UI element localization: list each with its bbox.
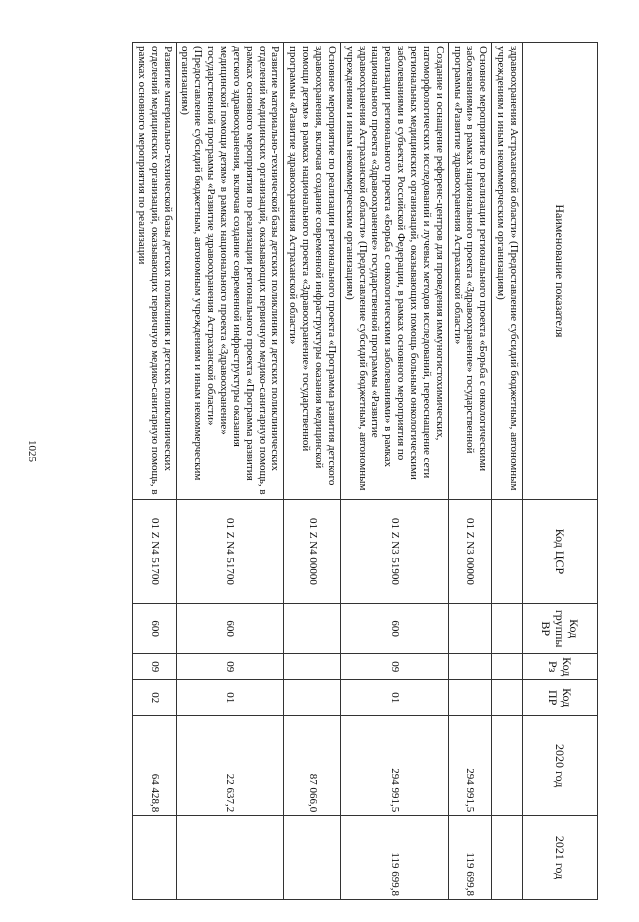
header-csr: Код ЦСР (523, 499, 598, 603)
table-row (492, 43, 523, 900)
row-vr (492, 604, 523, 654)
row-2020 (492, 716, 523, 816)
row-name: Создание и оснащение референс-центров для проведения иммуногистохимических, патоморфологических исследований и лучевых методов исследований, переоснащение сети региональных медицинских организаций, оказывающих помощь больным онкологическими заболеваниями в субъектах Российской Федерации, в рамках основного мероприятия по реализации регионального проекта «Борьба с онкологическими заболеваниями» в рамках национального проекта «Здравоохранение» государственной программы «Развитие здравоохранения Астраханской области» (Предоставление субсидий бюджетным, автономным учреждениям и иным некоммерческим организациям) (340, 43, 448, 500)
row-pr: 01 (176, 680, 284, 716)
row-name: Развитие материально-технической базы детских поликлиник и детских поликлинических отделений медицинских организаций, оказывающих первичную медико-санитарную помощь, в рамках основного мероприятия по реализации регионального проекта «Программа развития детского здравоохранения, включая создание современной инфраструктуры оказания медицинской помощи детям» в рамках национального проекта «Здравоохранение» государственной программы «Развитие здравоохранения Астраханской области» (Предоставление субсидий бюджетным, автономным учреждениям и иным некоммерческим организациям) (176, 43, 284, 500)
row-name: Развитие материально-технической базы детских поликлиник и детских поликлинических отделений медицинских организаций, оказывающих первичную медико-санитарную помощь, в рамках основного мероприятия по реализации (132, 43, 176, 500)
row-2021 (176, 816, 284, 900)
header-2020: 2020 год (523, 716, 598, 816)
row-csr: 01 Z N4 00000 (284, 499, 340, 603)
row-csr: 01 Z N3 51900 (340, 499, 448, 603)
row-pr: 01 (340, 680, 448, 716)
row-csr: 01 Z N3 00000 (448, 499, 492, 603)
row-vr (284, 604, 340, 654)
table-header-row (523, 43, 598, 900)
row-rz: 09 (340, 654, 448, 680)
row-2021: 119 699,8 (448, 816, 492, 900)
row-2020: 22 637,2 (176, 716, 284, 816)
page-number: 1025 (26, 440, 38, 462)
header-name: Наименование показателя (523, 43, 598, 500)
row-rz (492, 654, 523, 680)
row-name: Основное мероприятие по реализации регионального проекта «Борьба с онкологическими заболеваниями» в рамках национального проекта «Здравоохранение» государственной программы «Развитие здравоохранения Астраханской области» (448, 43, 492, 500)
row-vr: 600 (340, 604, 448, 654)
row-csr: 01 Z N4 51700 (132, 499, 176, 603)
row-rz: 09 (176, 654, 284, 680)
row-rz: 09 (132, 654, 176, 680)
row-2020: 294 991,5 (340, 716, 448, 816)
row-vr: 600 (176, 604, 284, 654)
row-2021 (132, 816, 176, 900)
row-2021 (284, 816, 340, 900)
row-2021: 119 699,8 (340, 816, 448, 900)
table-row (448, 43, 492, 900)
row-rz (284, 654, 340, 680)
header-vr: Код группы ВР (523, 604, 598, 654)
row-csr (492, 499, 523, 603)
table-row (340, 43, 448, 900)
row-pr: 02 (132, 680, 176, 716)
row-vr: 600 (132, 604, 176, 654)
row-2020: 294 991,5 (448, 716, 492, 816)
header-pr: Код ПР (523, 680, 598, 716)
row-pr (448, 680, 492, 716)
row-pr (284, 680, 340, 716)
table-row (132, 43, 176, 900)
row-2021 (492, 816, 523, 900)
table-row (284, 43, 340, 900)
rotated-table-container (70, 42, 598, 922)
row-name: Основное мероприятие по реализации регионального проекта «Программа развития детского здравоохранения, включая создание современной инфраструктуры оказания медицинской помощи детям» в рамках национального проекта «Здравоохранение» государственной программы «Развитие здравоохранения Астраханской области» (284, 43, 340, 500)
row-csr: 01 Z N4 51700 (176, 499, 284, 603)
row-vr (448, 604, 492, 654)
row-pr (492, 680, 523, 716)
budget-table (132, 42, 598, 900)
row-rz (448, 654, 492, 680)
header-2021: 2021 год (523, 816, 598, 900)
header-rz: Код Рз (523, 654, 598, 680)
row-2020: 64 428,8 (132, 716, 176, 816)
row-name: здравоохранения Астраханской области» (Предоставление субсидий бюджетным, автономным учреждениям и иным некоммерческим организациям) (492, 43, 523, 500)
row-2020: 87 066,0 (284, 716, 340, 816)
table-row (176, 43, 284, 900)
